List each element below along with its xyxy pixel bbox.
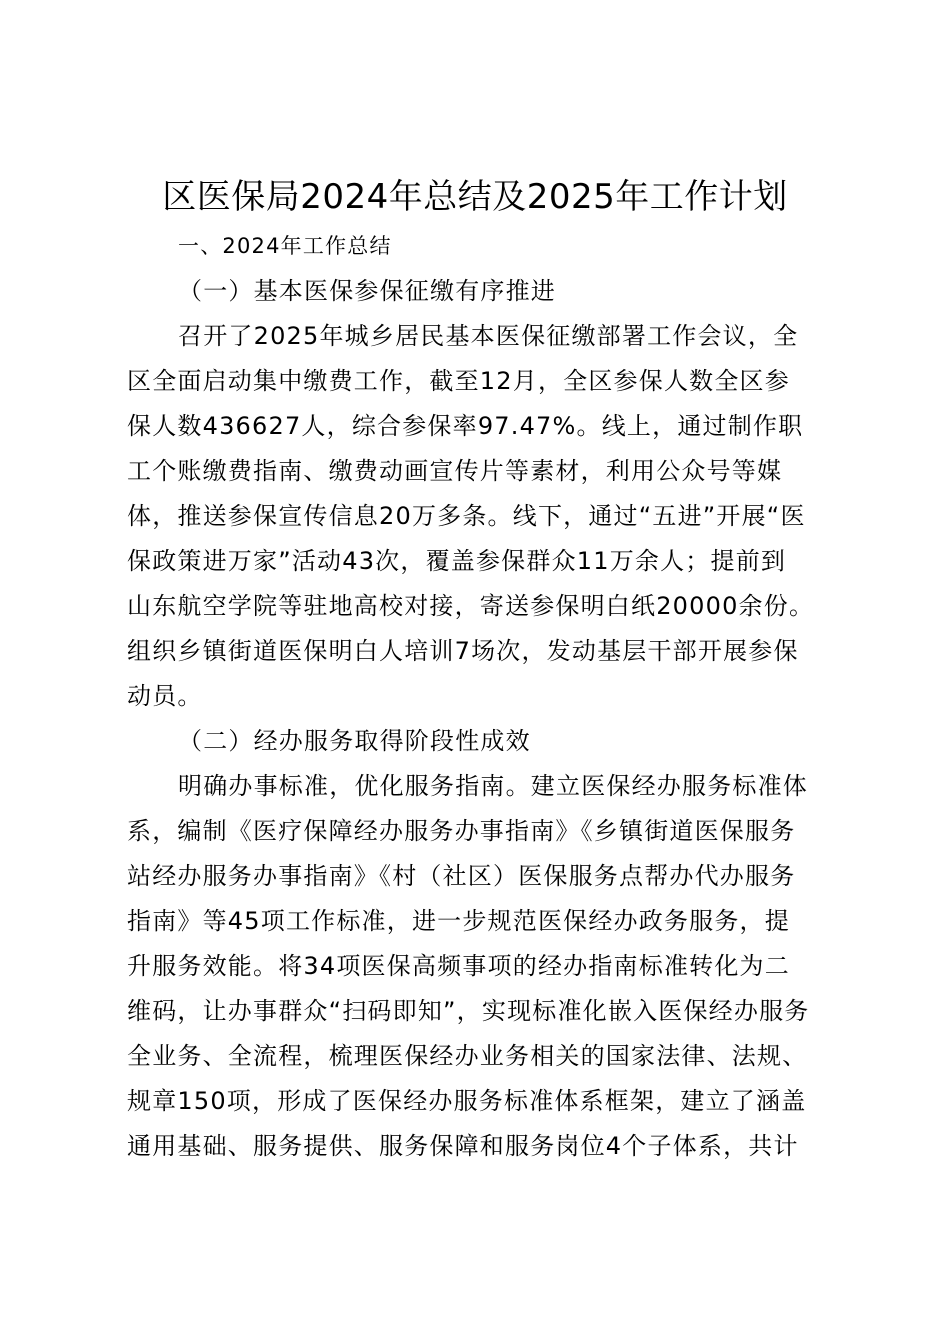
paragraph-line: 升服务效能。将34项医保高频事项的经办指南标准转化为二	[127, 952, 790, 980]
paragraph-line: 规章150项，形成了医保经办服务标准体系框架，建立了涵盖	[127, 1087, 807, 1115]
paragraph-line: 通用基础、服务提供、服务保障和服务岗位4个子体系，共计	[127, 1132, 799, 1160]
document-title: 区医保局2024年总结及2025年工作计划	[162, 177, 788, 217]
paragraph-line: 系，编制《医疗保障经办服务办事指南》《乡镇街道医保服务	[127, 817, 796, 845]
paragraph-line: 明确办事标准，优化服务指南。建立医保经办服务标准体	[178, 772, 808, 800]
subsection-heading: （二）经办服务取得阶段性成效	[178, 727, 531, 755]
subsection-heading: （一）基本医保参保征缴有序推进	[178, 277, 556, 305]
paragraph-line: 区全面启动集中缴费工作，截至12月，全区参保人数全区参	[127, 367, 790, 395]
paragraph-line: 保人数436627人，综合参保率97.47%。线上，通过制作职	[127, 412, 804, 440]
paragraph-line: 组织乡镇街道医保明白人培训7场次，发动基层干部开展参保	[127, 637, 799, 665]
paragraph-line: 动员。	[127, 682, 203, 710]
paragraph-line: 保政策进万家”活动43次，覆盖参保群众11万余人；提前到	[127, 547, 787, 575]
paragraph-line: 全业务、全流程，梳理医保经办业务相关的国家法律、法规、	[127, 1042, 808, 1070]
paragraph-line: 体，推送参保宣传信息20万多条。线下，通过“五进”开展“医	[127, 502, 806, 530]
paragraph-line: 指南》等45项工作标准，进一步规范医保经办政务服务，提	[127, 907, 790, 935]
section-heading: 一、2024年工作总结	[178, 234, 392, 258]
paragraph-line: 工个账缴费指南、缴费动画宣传片等素材，利用公众号等媒	[127, 457, 783, 485]
paragraph-line: 站经办服务办事指南》《村（社区）医保服务点帮办代办服务	[127, 862, 796, 890]
paragraph-line: 山东航空学院等驻地高校对接，寄送参保明白纸20000余份。	[127, 592, 815, 620]
paragraph-line: 维码，让办事群众“扫码即知”，实现标准化嵌入医保经办服务	[127, 997, 810, 1025]
paragraph-line: 召开了2025年城乡居民基本医保征缴部署工作会议，全	[178, 322, 799, 350]
